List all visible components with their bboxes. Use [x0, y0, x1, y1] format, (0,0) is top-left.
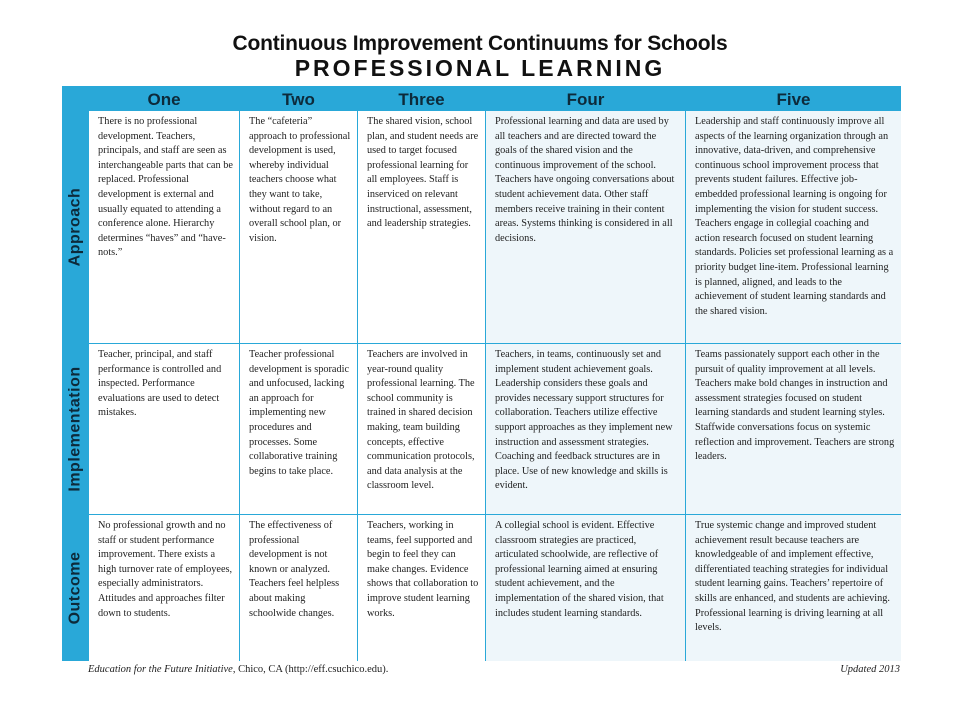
approach-cell-four: Professional learning and data are used by all teachers and are directed toward the goals of the shared vision and the continuous improvement of the school. Teachers have ongoing conversations about student achievement data. Other staff members receive training in their content areas. Systems thinking is considered in all decisions.	[486, 111, 685, 343]
outcome-cell-two: The effectiveness of professional development is not known or analyzed. Teachers feel helpless about making schoolwide changes.	[240, 515, 357, 661]
implementation-cell-four: Teachers, in teams, continuously set and implement student achievement goals. Leadership considers these goals and provides necessary support structures for collaboration. Teachers utilize effective support approaches as they implement new instruction and assessment strategies. Coaching and feedback structures are in place. Use of new knowledge and skills is evident.	[486, 344, 685, 514]
footer-org-details: , Chico, CA (http://eff.csuchico.edu).	[232, 664, 389, 675]
implementation-cell-one: Teacher, principal, and staff performance is controlled and inspected. Performance evaluations are used to detect mistakes.	[89, 344, 239, 514]
implementation-cell-three: Teachers are involved in year-round quality professional learning. The school community is trained in shared decision making, team building concepts, effective communication protocols, and data analysis at the classroom level.	[358, 344, 485, 514]
page-subtitle: PROFESSIONAL LEARNING	[294, 55, 666, 81]
footer-updated: Updated 2013	[840, 664, 900, 675]
approach-cell-one: There is no professional development. Teachers, principals, and staff are seen as interchangeable parts that can be replaced. Professional development is external and usually equated to attending a conference alone. Hierarchy determines “haves” and “have-nots.”	[89, 111, 239, 343]
footer-credit	[88, 664, 388, 675]
outcome-cell-four: A collegial school is evident. Effective classroom strategies are practiced, articulated schoolwide, are reflective of professional learning aimed at ensuring student achievement, and the implementation of the shared vision, that includes student learning standards.	[486, 515, 685, 661]
implementation-cell-five: Teams passionately support each other in the pursuit of quality improvement at all levels. Teachers make bold changes in instruction and assessment strategies focused on student learning standards and student learning styles. Staffwide conversations focus on systemic reflection and improvement. Teachers are strong leaders.	[686, 344, 901, 514]
row-label-implementation: Implementation	[66, 366, 84, 492]
column-header-five: Five	[776, 90, 811, 109]
row-label-outcome: Outcome	[66, 551, 84, 625]
column-header-three: Three	[398, 90, 445, 109]
approach-cell-three: The shared vision, school plan, and student needs are used to target focused professional learning for all employees. Staff is inserviced on relevant instructional, assessment, and leadership strategies.	[358, 111, 485, 343]
rubric-table	[62, 86, 901, 661]
row-label-approach: Approach	[66, 187, 84, 267]
outcome-cell-one: No professional growth and no staff or student performance improvement. There exists a high turnover rate of employees, especially administrators. Attitudes and approaches filter down to students.	[89, 515, 239, 661]
outcome-cell-three: Teachers, working in teams, feel supported and begin to feel they can make changes. Evidence shows that collaboration to improve student learning works.	[358, 515, 485, 661]
approach-cell-two: The “cafeteria” approach to professional development is used, whereby individual teachers choose what they want to take, without regard to an overall school plan, or vision.	[240, 111, 357, 343]
approach-cell-five: Leadership and staff continuously improve all aspects of the learning organization through an innovative, data-driven, and comprehensive continuous school improvement process that prevents student failures. Effective job-embedded professional learning is ongoing for implementing the vision for student success. Teachers engage in collegial coaching and action research focused on student learning standards. Policies set professional learning as a priority budget line-item. Professional learning is planned, aligned, and leads to the achievement of student learning standards and the shared vision.	[686, 111, 901, 343]
column-header-one: One	[147, 90, 181, 109]
footer-org: Education for the Future Initiative	[88, 664, 233, 675]
page-title: Continuous Improvement Continuums for Schools	[232, 32, 728, 55]
outcome-cell-five: True systemic change and improved student achievement result because teachers are knowledgeable of and implement effective, differentiated teaching strategies for individual student learning gains. Teachers’ repertoire of skills are enhanced, and students are achieving. Professional learning is driving learning at all levels.	[686, 515, 901, 661]
implementation-cell-two: Teacher professional development is sporadic and unfocused, lacking an approach for implementing new procedures and processes. Some collaborative training begins to take place.	[240, 344, 357, 514]
column-header-two: Two	[282, 90, 315, 109]
column-header-four: Four	[566, 90, 605, 109]
